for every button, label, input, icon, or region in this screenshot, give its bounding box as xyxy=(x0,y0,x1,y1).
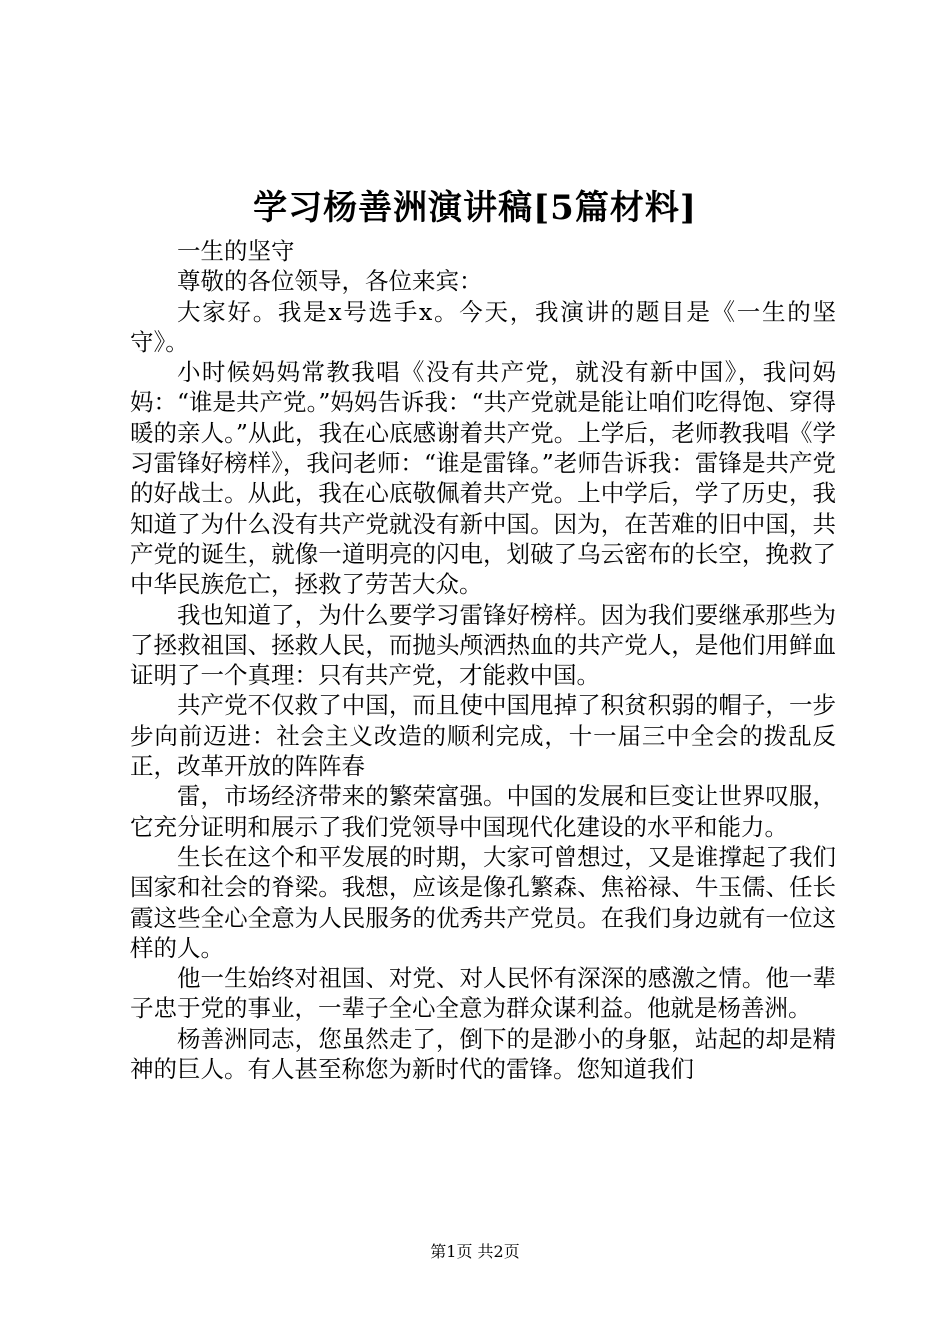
page-footer: 第1页 共2页 xyxy=(430,1242,520,1261)
document-body xyxy=(130,236,836,1084)
body-paragraph: 我也知道了，为什么要学习雷锋好榜样。因为我们要继承那些为了拯救祖国、拯救人民，而抛头颅洒热血的共产党人，是他们用鲜血证明了一个真理：只有共产党，才能救中国。 xyxy=(130,600,836,690)
body-paragraph: 小时候妈妈常教我唱《没有共产党，就没有新中国》，我问妈妈：“谁是共产党。”妈妈告诉我：“共产党就是能让咱们吃得饱、穿得暖的亲人。”从此，我在心底感谢着共产党。上学后，老师教我唱《学习雷锋好榜样》，我问老师：“谁是雷锋。”老师告诉我：雷锋是共产党的好战士。从此，我在心底敬佩着共产党。上中学后，学了历史，我知道了为什么没有共产党就没有新中国。因为，在苦难的旧中国，共产党的诞生，就像一道明亮的闪电，划破了乌云密布的长空，挽救了中华民族危亡，拯救了劳苦大众。 xyxy=(130,358,836,599)
body-paragraph: 大家好。我是x号选手x。今天，我演讲的题目是《一生的坚守》。 xyxy=(130,297,836,356)
body-paragraph: 生长在这个和平发展的时期，大家可曾想过，又是谁撑起了我们国家和社会的脊梁。我想，应该是像孔繁森、焦裕禄、牛玉儒、任长霞这些全心全意为人民服务的优秀共产党员。在我们身边就有一位这样的人。 xyxy=(130,842,836,962)
body-paragraph: 雷，市场经济带来的繁荣富强。中国的发展和巨变让世界叹服，它充分证明和展示了我们党领导中国现代化建设的水平和能力。 xyxy=(130,782,836,841)
body-paragraph: 杨善洲同志，您虽然走了，倒下的是渺小的身躯，站起的却是精神的巨人。有人甚至称您为新时代的雷锋。您知道我们 xyxy=(130,1024,836,1084)
document-title: 学习杨善洲演讲稿[5篇材料] xyxy=(253,188,697,228)
subtitle-paragraph: 一生的坚守 xyxy=(177,237,295,265)
body-paragraph: 共产党不仅救了中国，而且使中国甩掉了积贫积弱的帽子，一步步向前迈进：社会主义改造的顺利完成，十一届三中全会的拨乱反正，改革开放的阵阵春 xyxy=(130,691,836,781)
body-paragraph: 他一生始终对祖国、对党、对人民怀有深深的感激之情。他一辈子忠于党的事业，一辈子全心全意为群众谋利益。他就是杨善洲。 xyxy=(130,964,836,1023)
greeting-paragraph: 尊敬的各位领导，各位来宾： xyxy=(177,267,483,296)
